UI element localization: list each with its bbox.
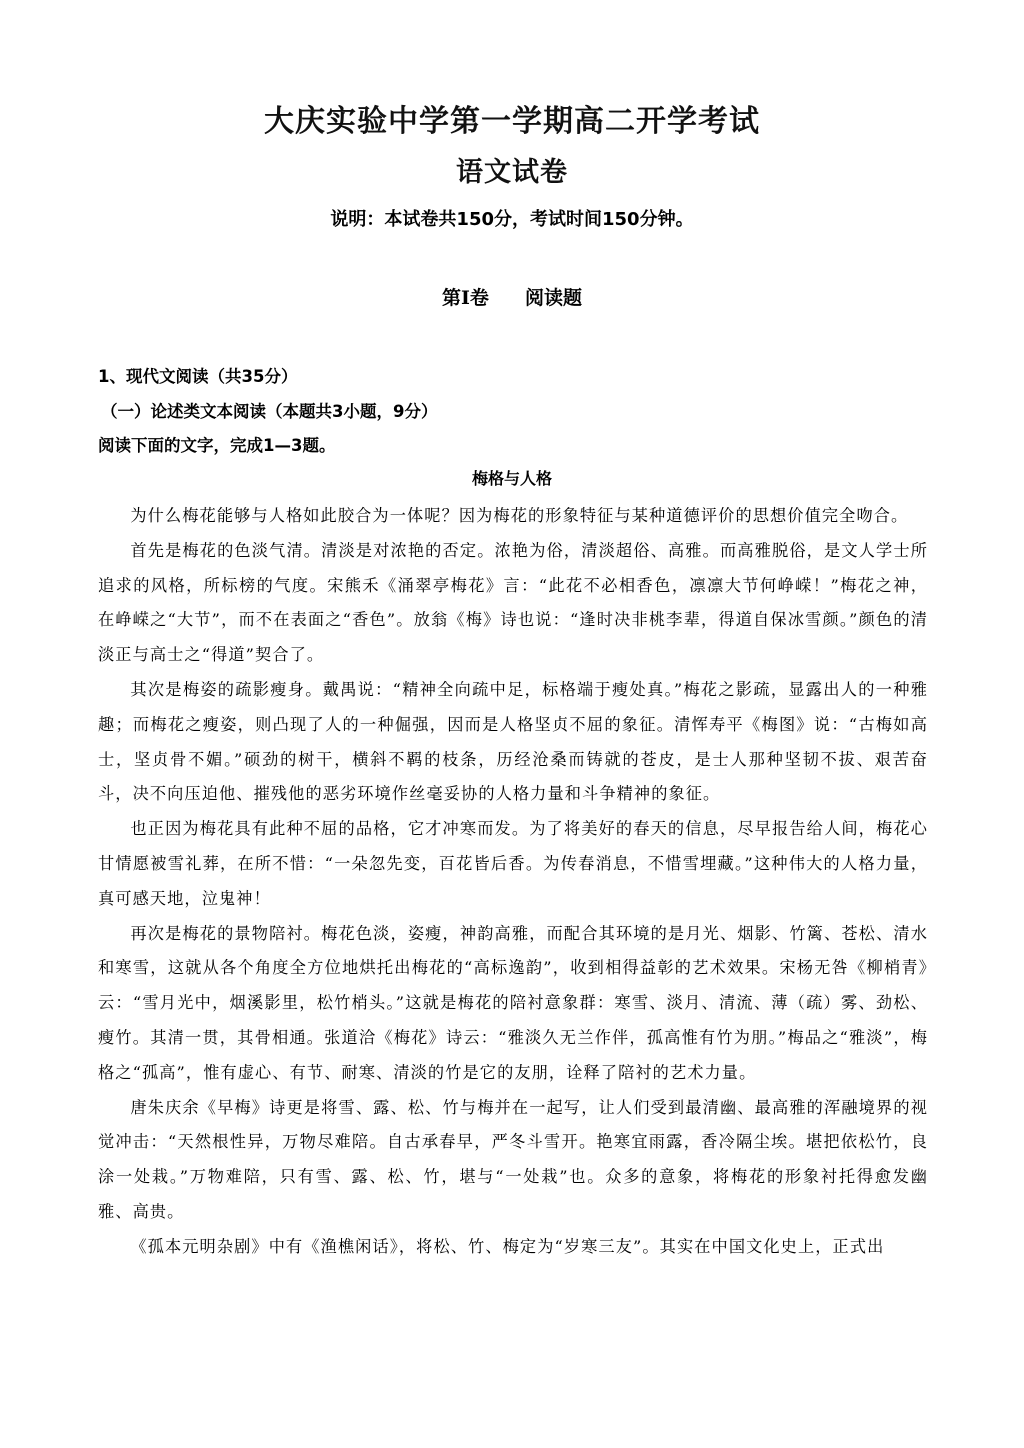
part-title (0, 283, 1024, 310)
article-paragraph: 再次是梅花的景物陪衬。梅花色淡，姿瘦，神韵高雅，而配合其环境的是月光、烟影、竹篱、苍松、清水和寒雪，这就从各个角度全方位地烘托出梅花的“高标逸韵”，收到相得益彰的艺术效果。宋杨无咎《柳梢青》云：“雪月光中，烟溪影里，松竹梢头。”这就是梅花的陪衬意象群：寒雪、淡月、清流、薄（疏）雾、劲松、瘦竹。其清一贯，其骨相通。张道洽《梅花》诗云：“雅淡久无兰作伴，孤高惟有竹为朋。”梅品之“雅淡”，梅格之“孤高”，惟有虚心、有节、耐寒、清淡的竹是它的友朋，诠释了陪衬的艺术力量。 (98, 923, 928, 1082)
subsection-heading: （一）论述类文本阅读（本题共3小题，9分） (101, 402, 438, 421)
reading-instruction: 阅读下面的文字，完成1—3题。 (98, 436, 336, 455)
part-name: 阅读题 (524, 287, 582, 309)
article-paragraph: 为什么梅花能够与人格如此胶合为一体呢？因为梅花的形象特征与某种道德评价的思想价值完全吻合。 (130, 506, 909, 525)
article-paragraph: 其次是梅姿的疏影瘦身。戴禺说：“精神全向疏中足，标格端于瘦处真。”梅花之影疏，显露出人的一种雅趣；而梅花之瘦姿，则凸现了人的一种倔强，因而是人格坚贞不屈的象征。清恽寿平《梅图》说：“古梅如高士，坚贞骨不媚。”硕劲的树干，横斜不羁的枝条，历经沧桑而铸就的苍皮，是士人那种坚韧不拔、艰苦奋斗，决不向压迫他、摧残他的恶劣环境作丝毫妥协的人格力量和斗争精神的象征。 (98, 679, 928, 804)
article-paragraph: 《孤本元明杂剧》中有《渔樵闲话》，将松、竹、梅定为“岁寒三友”。其实在中国文化史上，正式出 (130, 1236, 885, 1256)
part-label: 第Ⅰ卷 (442, 287, 489, 309)
article-title: 梅格与人格 (471, 469, 552, 488)
exam-note: 说明：本试卷共150分，考试时间150分钟。 (330, 209, 694, 230)
article-paragraph: 唐朱庆余《早梅》诗更是将雪、露、松、竹与梅并在一起写，让人们受到最清幽、最高雅的浑融境界的视觉冲击：“天然根性异，万物尽难陪。自古承春早，严冬斗雪开。艳寒宜雨露，香冷隔尘埃。堪把依松竹，良涂一处栽。”万物难陪，只有雪、露、松、竹，堪与“一处栽”也。众多的意象，将梅花的形象衬托得愈发幽雅、高贵。 (98, 1097, 928, 1221)
article-body (98, 499, 928, 1265)
exam-subtitle: 语文试卷 (456, 157, 568, 188)
section-heading: 1、现代文阅读（共35分） (98, 367, 298, 386)
article-paragraph: 首先是梅花的色淡气清。清淡是对浓艳的否定。浓艳为俗，清淡超俗、高雅。而高雅脱俗，是文人学士所追求的风格，所标榜的气度。宋熊禾《涌翠亭梅花》言：“此花不必相香色，凛凛大节何峥嵘！”梅花之神，在峥嵘之“大节”，而不在表面之“香色”。放翁《梅》诗也说：“逢时决非桃李辈，得道自保冰雪颜。”颜色的清淡正与高士之“得道”契合了。 (98, 540, 928, 665)
article-paragraph: 也正因为梅花具有此种不屈的品格，它才冲寒而发。为了将美好的春天的信息，尽早报告给人间，梅花心甘情愿被雪礼葬，在所不惜：“一朵忽先变，百花皆后香。为传春消息，不惜雪埋藏。”这种伟大的人格力量，真可感天地，泣鬼神！ (98, 819, 928, 908)
exam-title: 大庆实验中学第一学期高二开学考试 (264, 104, 760, 139)
